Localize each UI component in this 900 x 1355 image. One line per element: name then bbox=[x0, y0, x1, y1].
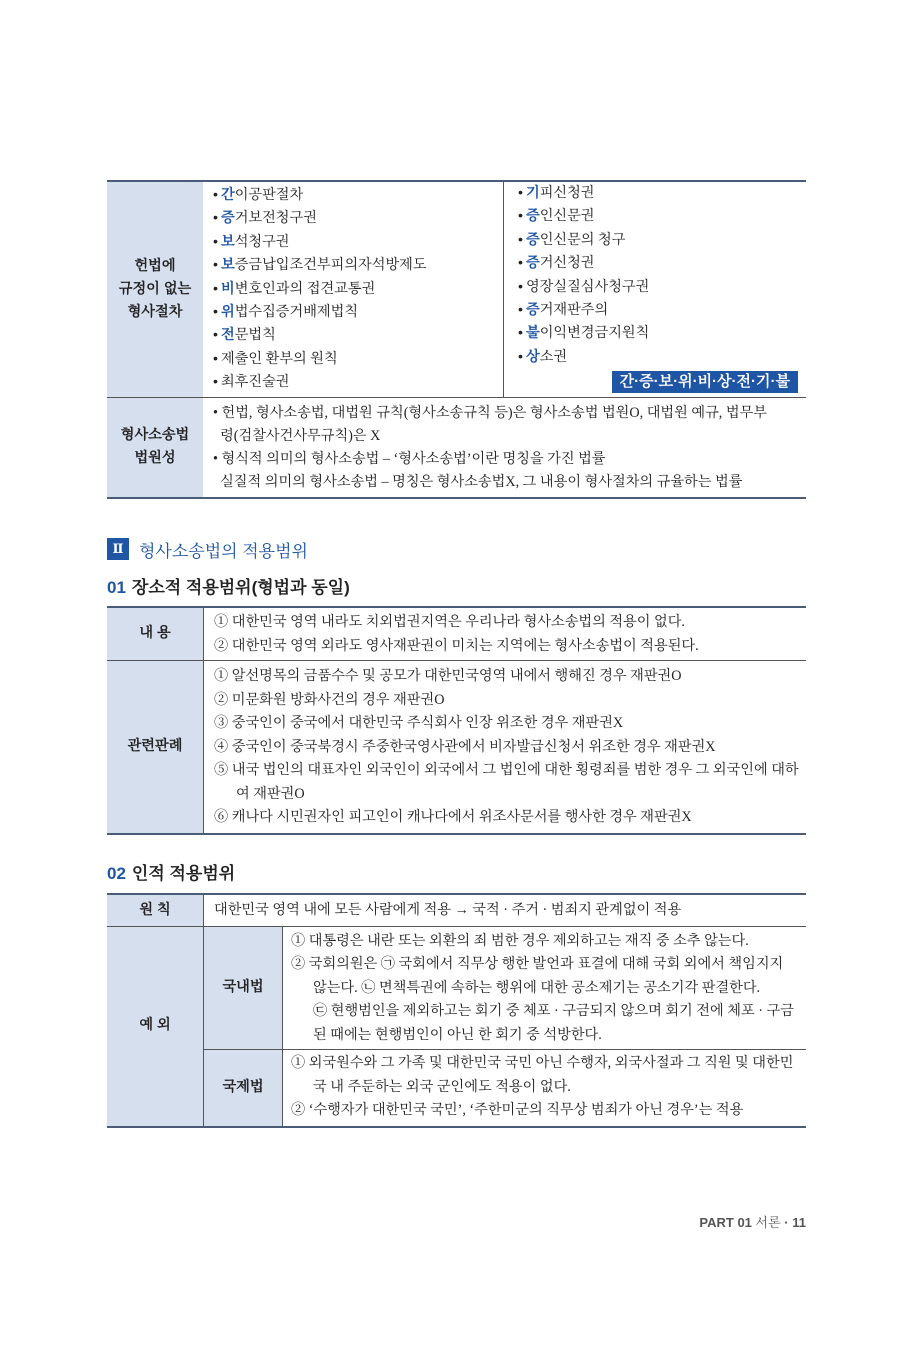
source-line: 령(검찰사건사무규칙)은 X bbox=[213, 427, 381, 444]
item-text: 변호인과의 접견교통권 bbox=[234, 280, 376, 297]
international-line: ① 외국원수와 그 가족 및 대한민국 국민 아닌 수행자, 외국사절과 그 직원 및 대한민국 내 주둔하는 외국 군인에도 적용이 없다. bbox=[291, 1055, 794, 1095]
territorial-table bbox=[107, 606, 806, 835]
row-header-international: 국제법 bbox=[204, 1050, 283, 1127]
cases-cell bbox=[204, 661, 807, 834]
item-text: 법수집증거배제법칙 bbox=[234, 304, 359, 321]
item-text: 거신청권 bbox=[539, 255, 595, 272]
subheading-1 bbox=[107, 573, 350, 598]
domestic-line: ② 국회의원은 ㉠ 국회에서 직무상 행한 발언과 표결에 대해 국회 외에서 책임지지 않는다. ㉡ 면책특권에 속하는 행위에 대한 공소제기는 공소기각 판결한다. bbox=[291, 956, 784, 996]
case-line: ③ 중국인이 중국에서 대한민국 주식회사 인장 위조한 경우 재판권X bbox=[214, 715, 624, 731]
footer-part: PART 01 bbox=[699, 1215, 752, 1230]
mnemonic-letter: 기 bbox=[525, 185, 540, 201]
subheading-title: 장소적 적용범위(형법과 동일) bbox=[131, 578, 350, 597]
item-text: 거보전청구권 bbox=[234, 210, 317, 227]
mnemonic-letter: 전 bbox=[220, 327, 235, 344]
section-numeral: Ⅱ bbox=[107, 538, 129, 560]
mnemonic-letter: 증 bbox=[525, 255, 540, 272]
row-header-domestic: 국내법 bbox=[204, 926, 283, 1050]
item-text: 석청구권 bbox=[234, 233, 290, 250]
personal-table bbox=[107, 893, 806, 1128]
item-text: 최후진술권 bbox=[220, 374, 290, 391]
item-text: 영장실질심사청구권 bbox=[525, 278, 650, 295]
mnemonic-letter: 간 bbox=[220, 187, 235, 203]
procedure-item bbox=[213, 324, 503, 347]
section-heading bbox=[107, 537, 308, 561]
content-line: ② 대한민국 영역 외라도 영사재판권이 미치는 지역에는 형사소송법이 적용된다. bbox=[214, 637, 699, 654]
row-header-source: 형사소송법 법원성 bbox=[107, 397, 203, 498]
procedure-item bbox=[213, 254, 503, 277]
procedure-item bbox=[518, 322, 806, 345]
item-text: 소권 bbox=[539, 348, 568, 365]
mnemonic-letter: 증 bbox=[525, 208, 540, 225]
procedure-table bbox=[107, 180, 806, 499]
procedure-item bbox=[518, 346, 806, 369]
mnemonic-badge: 간·증·보·위·비·상·전·기·불 bbox=[612, 371, 798, 393]
footer-page-number: 11 bbox=[792, 1215, 806, 1230]
procedure-item bbox=[518, 205, 806, 228]
domestic-line: ㉢ 현행범인을 제외하고는 회기 중 체포 · 구금되지 않으며 회기 전에 체포 · 구금된 때에는 현행범인이 아닌 한 회기 중 석방한다. bbox=[313, 1003, 794, 1043]
source-line: 실질적 의미의 형사소송법 – 명칭은 형사소송법X, 그 내용이 형사절차의 규율하는 법률 bbox=[213, 473, 743, 490]
left-list bbox=[213, 184, 503, 395]
mnemonic-letter: 보 bbox=[220, 233, 235, 250]
procedure-item bbox=[213, 301, 503, 324]
item-text: 인신문권 bbox=[539, 208, 595, 225]
subheading-title: 인적 적용범위 bbox=[131, 864, 236, 883]
mnemonic-letter: 증 bbox=[525, 231, 540, 248]
procedure-item bbox=[518, 299, 806, 322]
mnemonic-letter: 불 bbox=[525, 325, 540, 342]
procedure-item bbox=[518, 229, 806, 252]
mnemonic-letter: 상 bbox=[525, 348, 540, 365]
section-title: 형사소송법의 적용범위 bbox=[139, 541, 308, 561]
case-line: ② 미문화원 방화사건의 경우 재판권O bbox=[214, 691, 445, 708]
source-line: • 형식적 의미의 형사소송법 – ‘형사소송법’이란 명칭을 가진 법률 bbox=[213, 450, 606, 467]
item-text: 거재판주의 bbox=[539, 302, 609, 319]
procedure-item bbox=[518, 182, 806, 205]
subheading-number: 02 bbox=[107, 864, 126, 883]
procedure-item bbox=[518, 252, 806, 275]
source-cell bbox=[203, 397, 806, 498]
procedure-item bbox=[213, 348, 503, 371]
case-line: ⑥ 캐나다 시민권자인 피고인이 캐나다에서 위조사문서를 행사한 경우 재판권X bbox=[214, 809, 692, 825]
source-line: • 헌법, 형사소송법, 대법원 규칙(형사소송규칙 등)은 형사소송법 법원O, 대법원 예규, 법무부 bbox=[213, 404, 768, 421]
right-list bbox=[518, 182, 806, 369]
footer-separator: · bbox=[784, 1215, 789, 1230]
content-cell bbox=[204, 607, 807, 661]
mnemonic-letter: 위 bbox=[220, 304, 235, 321]
row-header-cases: 관련판례 bbox=[107, 661, 204, 834]
case-line: ① 알선명목의 금품수수 및 공모가 대한민국영역 내에서 행해진 경우 재판권O bbox=[214, 668, 682, 684]
row-header-content: 내 용 bbox=[107, 607, 204, 661]
international-line: ② ‘수행자가 대한민국 국민’, ‘주한미군의 직무상 범죄가 아닌 경우’는 적용 bbox=[291, 1102, 744, 1118]
subheading-number: 01 bbox=[107, 578, 126, 597]
procedure-item bbox=[213, 278, 503, 301]
item-text: 문법칙 bbox=[234, 327, 276, 344]
item-text: 제출인 환부의 원칙 bbox=[220, 350, 338, 367]
mnemonic-letter: 증 bbox=[525, 302, 540, 319]
case-line: ④ 중국인이 중국북경시 주중한국영사관에서 비자발급신청서 위조한 경우 재판권X bbox=[214, 738, 716, 755]
procedure-item bbox=[213, 231, 503, 254]
domestic-line: ① 대통령은 내란 또는 외환의 죄 범한 경우 제외하고는 재직 중 소추 않는다. bbox=[291, 932, 749, 949]
item-text: 이익변경금지원칙 bbox=[539, 325, 650, 342]
left-list-cell bbox=[203, 181, 504, 397]
row-header-principle: 원 칙 bbox=[107, 894, 204, 926]
item-text: 인신문의 청구 bbox=[539, 231, 626, 248]
row-header-exception: 예 외 bbox=[107, 926, 204, 1127]
right-list-cell bbox=[504, 181, 807, 397]
item-text: 피신청권 bbox=[539, 185, 595, 201]
mnemonic-letter: 보 bbox=[220, 257, 235, 274]
international-cell bbox=[283, 1050, 807, 1127]
content-line: ① 대한민국 영역 내라도 치외법권지역은 우리나라 형사소송법의 적용이 없다. bbox=[214, 614, 685, 630]
subheading-2 bbox=[107, 859, 235, 884]
footer-chapter: 서론 bbox=[755, 1215, 781, 1230]
domestic-cell bbox=[283, 926, 807, 1050]
item-text: 증금납입조건부피의자석방제도 bbox=[234, 257, 427, 274]
mnemonic-letter: 비 bbox=[220, 280, 235, 297]
procedure-item bbox=[213, 184, 503, 207]
procedure-item bbox=[213, 207, 503, 230]
procedure-item bbox=[213, 371, 503, 394]
page-footer bbox=[699, 1212, 806, 1231]
mnemonic-letter: 증 bbox=[220, 210, 235, 227]
item-text: 이공판절차 bbox=[234, 187, 304, 203]
case-line: ⑤ 내국 법인의 대표자인 외국인이 외국에서 그 법인에 대한 횡령죄를 범한 경우 그 외국인에 대하여 재판권O bbox=[214, 762, 799, 802]
procedure-item bbox=[518, 276, 806, 299]
row-header-constitution: 헌법에 규정이 없는 형사절차 bbox=[107, 181, 203, 397]
principle-cell: 대한민국 영역 내에 모든 사람에게 적용 → 국적 · 주거 · 범죄지 관계없이 적용 bbox=[204, 894, 807, 926]
